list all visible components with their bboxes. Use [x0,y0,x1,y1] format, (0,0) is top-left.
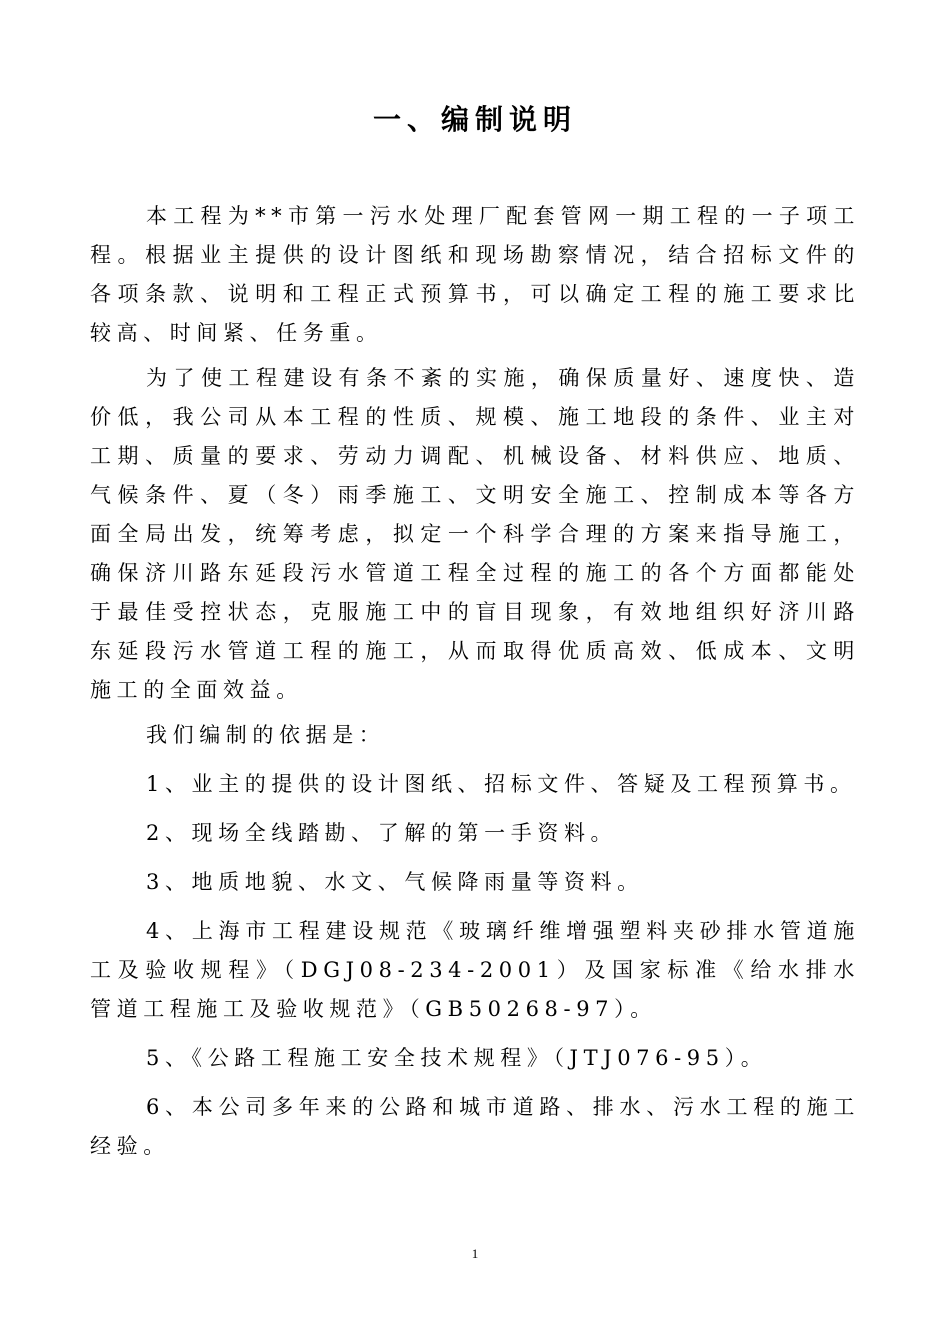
basis-item-3: 3、地质地貌、水文、气候降雨量等资料。 [146,870,644,894]
basis-item-5: 5、《公路工程施工安全技术规程》（JTJ076-95）。 [146,1046,768,1070]
document-body [90,197,860,1166]
basis-item-1: 1、业主的提供的设计图纸、招标文件、答疑及工程预算书。 [146,772,857,796]
section-title: 一、编制说明 [372,103,577,136]
basis-item-2: 2、现场全线踏勘、了解的第一手资料。 [146,821,618,845]
purpose-paragraph: 为了使工程建设有条不紊的实施，确保质量好、速度快、造价低，我公司从本工程的性质、规模、施工地段的条件、业主对工期、质量的要求、劳动力调配、机械设备、材料供应、地质、气候条件、夏（冬）雨季施工、文明安全施工、控制成本等各方面全局出发，统筹考虑，拟定一个科学合理的方案来指导施工，确保济川路东延段污水管道工程全过程的施工的各个方面都能处于最佳受控状态，克服施工中的盲目现象，有效地组织好济川路东延段污水管道工程的施工，从而取得优质高效、低成本、文明施工的全面效益。 [90,366,860,702]
basis-item-6: 6、本公司多年来的公路和城市道路、排水、污水工程的施工经验。 [90,1095,860,1158]
basis-item-4: 4、上海市工程建设规范《玻璃纤维增强塑料夹砂排水管道施工及验收规程》（DGJ08-234-2001）及国家标准《给水排水管道工程施工及验收规范》（GB50268-97）。 [90,919,860,1021]
page-number: 1 [471,1246,479,1261]
intro-paragraph: 本工程为**市第一污水处理厂配套管网一期工程的一子项工程。根据业主提供的设计图纸和现场勘察情况，结合招标文件的各项条款、说明和工程正式预算书，可以确定工程的施工要求比较高、时间紧、任务重。 [90,204,860,345]
basis-heading: 我们编制的依据是： [146,723,386,747]
